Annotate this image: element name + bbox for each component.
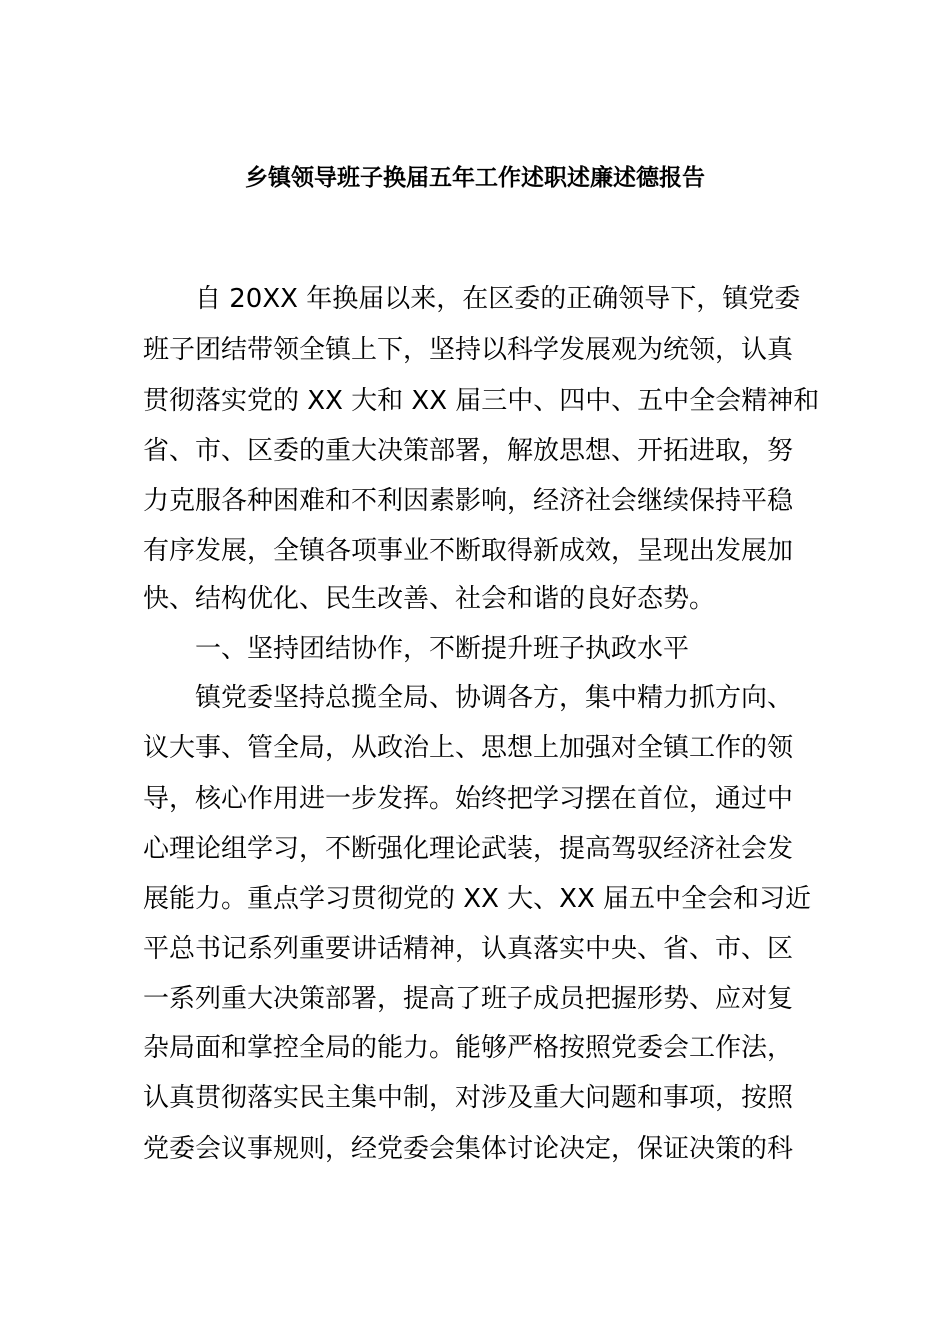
paragraph-line: 有序发展，全镇各项事业不断取得新成效，呈现出发展加: [143, 536, 794, 566]
paragraph-line: 心理论组学习，不断强化理论武装，提高驾驭经济社会发: [143, 834, 794, 864]
paragraph-line: 杂局面和掌控全局的能力。能够严格按照党委会工作法，: [143, 1033, 794, 1063]
paragraph-line: 认真贯彻落实民主集中制，对涉及重大问题和事项，按照: [143, 1083, 794, 1113]
paragraph-line: 议大事、管全局，从政治上、思想上加强对全镇工作的领: [143, 733, 794, 763]
paragraph-line: 班子团结带领全镇上下，坚持以科学发展观为统领，认真: [143, 335, 794, 365]
paragraph-line: 党委会议事规则，经党委会集体讨论决定，保证决策的科: [143, 1134, 794, 1164]
paragraph-line: 自 20XX 年换届以来，在区委的正确领导下，镇党委: [195, 284, 801, 314]
paragraph-line: 导，核心作用进一步发挥。始终把学习摆在首位，通过中: [143, 784, 794, 814]
paragraph-line: 贯彻落实党的 XX 大和 XX 届三中、四中、五中全会精神和: [143, 386, 820, 416]
paragraph-line: 快、结构优化、民生改善、社会和谐的良好态势。: [143, 584, 716, 614]
paragraph-line: 展能力。重点学习贯彻党的 XX 大、XX 届五中全会和习近: [143, 884, 812, 914]
paragraph-line: 镇党委坚持总揽全局、协调各方，集中精力抓方向、: [195, 683, 794, 713]
document-title: 乡镇领导班子换届五年工作述职述廉述德报告: [245, 165, 705, 191]
paragraph-line: 省、市、区委的重大决策部署，解放思想、开拓进取，努: [143, 436, 794, 466]
paragraph-line: 平总书记系列重要讲话精神，认真落实中央、省、市、区: [143, 934, 794, 964]
paragraph-line: 力克服各种困难和不利因素影响，经济社会继续保持平稳: [143, 486, 794, 516]
paragraph-line: 一系列重大决策部署，提高了班子成员把握形势、应对复: [143, 984, 794, 1014]
section-heading: 一、坚持团结协作，不断提升班子执政水平: [195, 634, 690, 664]
